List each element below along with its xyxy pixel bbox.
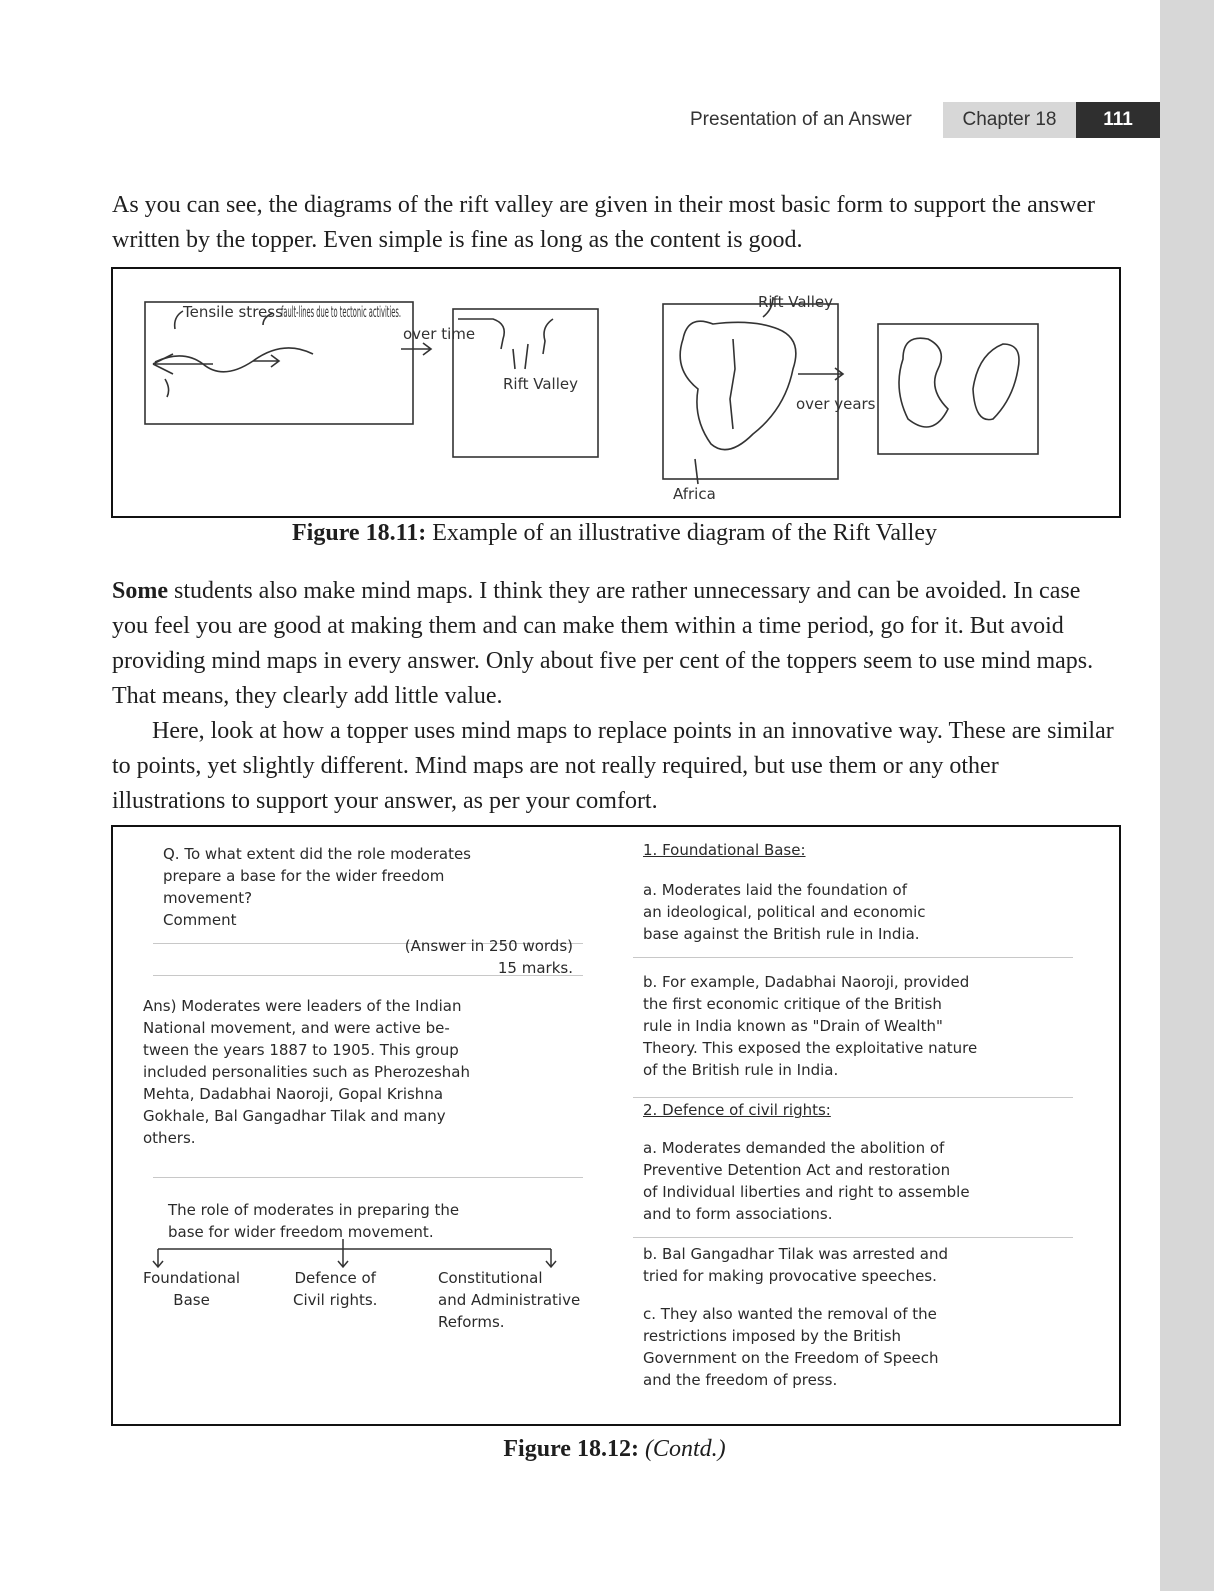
answer-intro: Ans) Moderates were leaders of the Indian National movement, and were active be- tween the years 1887 to 1905. This group included personalities such as Pherozeshah Mehta, Dadabhai Naoroji, Gopal Krishna Gokhale, Bal Gangadhar Tilak and many others. (143, 997, 470, 1147)
page-number: 111 (1076, 102, 1160, 138)
caption-label: Figure 18.11: (292, 520, 427, 546)
label-tensile-stress: Tensile stress (183, 303, 283, 321)
chapter-tab: Chapter 18 (943, 102, 1076, 138)
page-edge-strip (1160, 0, 1214, 1591)
heading-foundational-base: 1. Foundational Base: (643, 841, 806, 859)
figure-caption-18-11 (112, 520, 1117, 547)
label-rift-valley-1: Rift Valley (503, 375, 578, 393)
innovation-paragraph: Here, look at how a topper uses mind maps to replace points in an innovative way. These are similar to points, yet slightly different. Mind maps are not really required, but use them or any other illustrations to support your answer, as per your comfort. (112, 718, 1114, 814)
point-2a: a. Moderates demanded the abolition of Preventive Detention Act and restoration of Individual liberties and right to assemble and to form associations. (643, 1139, 970, 1223)
mind-map-title: The role of moderates in preparing the base for wider freedom movement. (168, 1201, 460, 1241)
figure-handwritten-answer (111, 825, 1121, 1426)
branch-foundational-base: Foundational Base (143, 1269, 241, 1309)
caption-label-2: Figure 18.12: (503, 1436, 639, 1462)
label-rift-valley-2: Rift Valley (758, 293, 833, 311)
point-2b: b. Bal Gangadhar Tilak was arrested and tried for making provocative speeches. (643, 1245, 948, 1285)
sketch-panel-africa (663, 304, 838, 479)
label-fault-lines: fault-lines due to tectonic activities. (281, 303, 401, 321)
point-1b: b. For example, Dadabhai Naoroji, provided the first economic critique of the British rule in India known as "Drain of Wealth" Theory. This exposed the exploitative nature of the British rule in India. (643, 973, 978, 1079)
point-1a: a. Moderates laid the foundation of an ideological, political and economic base against the British rule in India. (643, 881, 926, 943)
heading-civil-rights: 2. Defence of civil rights: (643, 1101, 831, 1119)
branch-civil-rights: Defence of Civil rights. (293, 1269, 378, 1309)
sketch-panel-split (878, 324, 1038, 454)
caption-text: Example of an illustrative diagram of the Rift Valley (426, 520, 937, 546)
branch-reforms: Constitutional and Administrative Reforms. (438, 1269, 581, 1331)
label-over-years: over years (796, 395, 876, 413)
figure-caption-18-12 (112, 1436, 1117, 1463)
question-block: Q. To what extent did the role moderates prepare a base for the wider freedom movement? Comment (163, 845, 471, 929)
rift-valley-sketch (113, 269, 1119, 516)
paragraph-lead: Some (112, 578, 168, 604)
mind-map-paragraph (112, 574, 1117, 714)
running-header-title: Presentation of an Answer (690, 109, 912, 130)
label-africa: Africa (673, 485, 716, 503)
paragraph-rest: students also make mind maps. I think they are rather unnecessary and can be avoided. In case you feel you are good at making them and can make them within a time period, go for it. But avoid providing mind maps in every answer. Only about five per cent of the toppers seem to use mind maps. That means, they clearly add little value. (112, 578, 1094, 709)
point-2c: c. They also wanted the removal of the restrictions imposed by the British Government on the Freedom of Speech and the freedom of press. (643, 1305, 939, 1389)
label-over-time: over time (403, 325, 476, 343)
intro-paragraph: As you can see, the diagrams of the rift valley are given in their most basic form to support the answer written by the topper. Even simple is fine as long as the content is good. (112, 192, 1096, 253)
word-limit-note: (Answer in 250 words) 15 marks. (404, 937, 573, 977)
figure-rift-valley (111, 267, 1121, 518)
caption-contd: (Contd.) (644, 1436, 726, 1462)
